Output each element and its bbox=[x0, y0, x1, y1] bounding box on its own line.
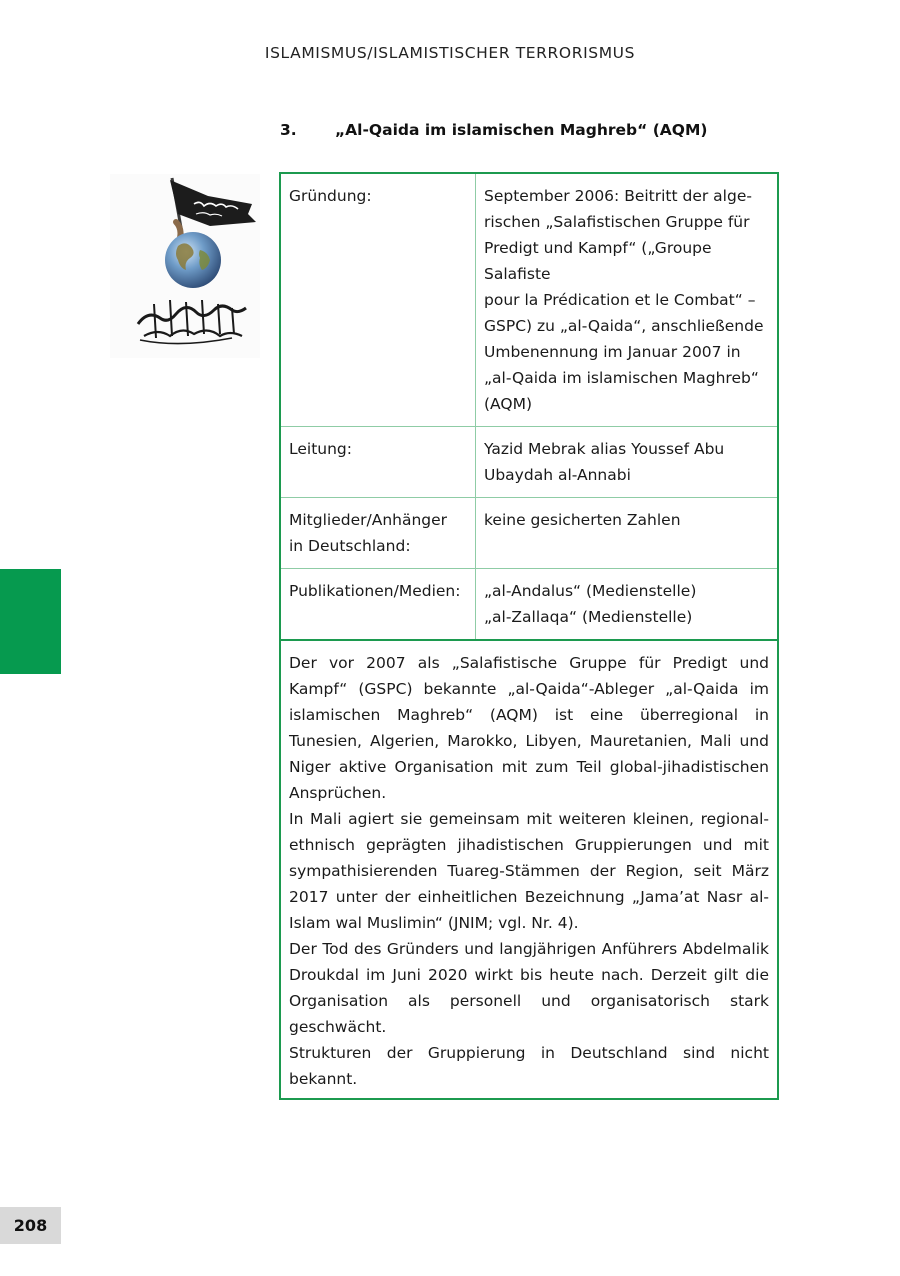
section-title: „Al-Qaida im islamischen Maghreb“ (AQM) bbox=[335, 121, 708, 139]
description-text bbox=[281, 641, 777, 1098]
fact-value: September 2006: Beitritt der alge- rischen „Salafistischen Gruppe für Predigt und Kampf“ („Groupe Salafiste pour la Prédication et le Combat“ – GSPC) zu „al-Qaida“, anschließende Umbenennung im Januar 2007 in „al-Qaida im islamischen Maghreb“ (AQM) bbox=[484, 187, 764, 413]
running-header: ISLAMISMUS/ISLAMISTISCHER TERRORISMUS bbox=[264, 44, 636, 62]
aqm-logo-icon bbox=[110, 174, 260, 358]
description-paragraph: Der vor 2007 als „Salafistische Gruppe für Predigt und Kampf“ (GSPC) bekannte „al-Qaida“-Ableger „al-Qaida im islamischen Maghreb“ (AQM) ist eine überregional in Tunesien, Algerien, Marokko, Libyen, Mauretanien, Mali und Niger aktive Organisation mit zum Teil global-jihadistischen Ansprüchen. bbox=[289, 654, 769, 802]
fact-label: Publikationen/Medien: bbox=[281, 569, 476, 641]
fact-value: keine gesicherten Zahlen bbox=[476, 498, 778, 569]
section-heading bbox=[280, 121, 707, 139]
fact-value: „al-Andalus“ (Medienstelle) „al-Zallaqa“ (Medienstelle) bbox=[476, 569, 778, 641]
fact-row-mitglieder bbox=[281, 498, 777, 569]
fact-box bbox=[279, 172, 779, 1100]
organization-logo bbox=[110, 174, 260, 358]
section-number: 3. bbox=[280, 121, 297, 139]
fact-row-gruendung bbox=[281, 174, 777, 427]
fact-row-publikationen bbox=[281, 569, 777, 641]
description-paragraph: Strukturen der Gruppierung in Deutschland sind nicht bekannt. bbox=[289, 1044, 769, 1088]
description-paragraph: Der Tod des Gründers und langjährigen Anführers Abdelmalik Droukdal im Juni 2020 wirkt bis heute nach. Derzeit gilt die Organisation als personell und organisatorisch stark geschwächt. bbox=[289, 940, 769, 1036]
fact-label: Leitung: bbox=[281, 427, 476, 498]
fact-value: Yazid Mebrak alias Youssef Abu Ubaydah al-Annabi bbox=[476, 427, 778, 498]
page-number: 208 bbox=[0, 1207, 61, 1244]
description-paragraph: In Mali agiert sie gemeinsam mit weiteren kleinen, regional-ethnisch geprägten jihadistischen Gruppierungen und mit sympathisierenden Tuareg-Stämmen der Region, seit März 2017 unter der einheitlichen Bezeichnung „Jama’at Nasr al-Islam wal Muslimin“ (JNIM; vgl. Nr. 4). bbox=[289, 810, 769, 932]
chapter-tab bbox=[0, 569, 61, 674]
fact-label: Mitglieder/Anhänger in Deutschland: bbox=[281, 498, 476, 569]
fact-row-leitung bbox=[281, 427, 777, 498]
fact-label: Gründung: bbox=[281, 174, 476, 427]
fact-table bbox=[281, 174, 777, 641]
